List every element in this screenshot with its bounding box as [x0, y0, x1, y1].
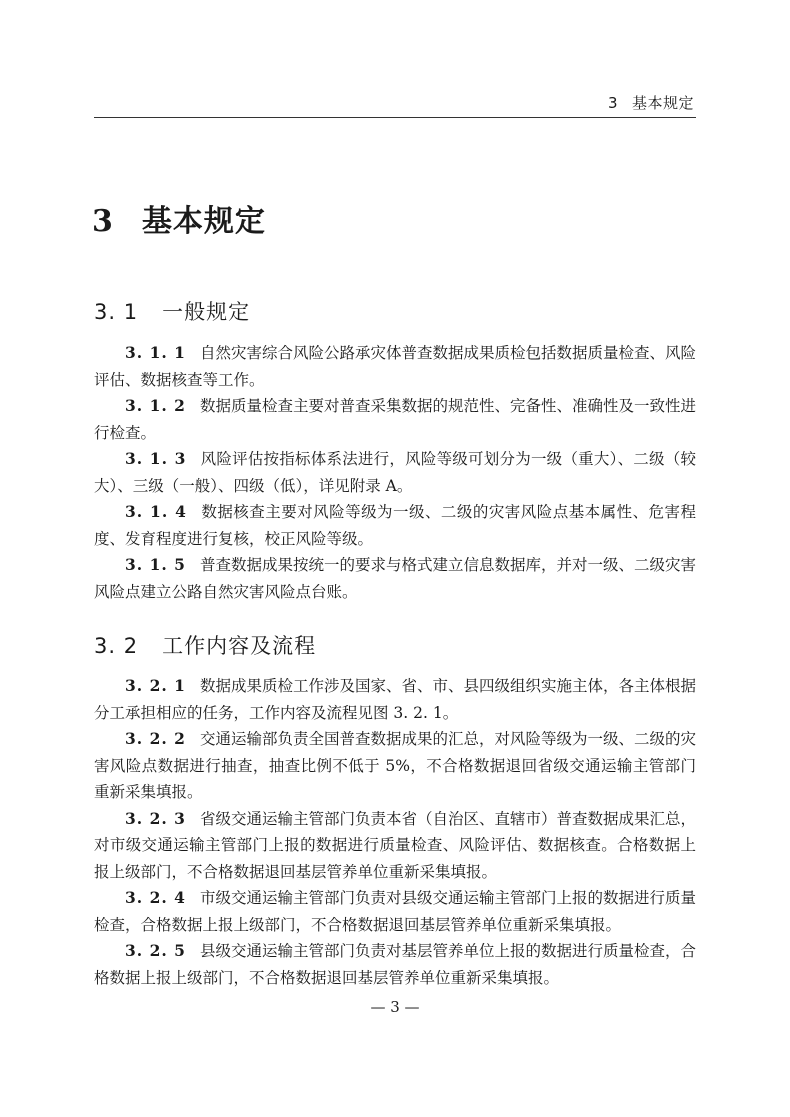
- section-body-3-1: [94, 340, 696, 605]
- clause-paragraph: [94, 938, 696, 991]
- chapter-title: [92, 196, 266, 240]
- clause-number: 3. 2. 5: [125, 941, 186, 960]
- clause-number: 3. 2. 3: [125, 808, 186, 828]
- running-header-chapter-number: 3: [607, 94, 618, 112]
- clause-text: 省级交通运输主管部门负责本省（自治区、直辖市）普查数据成果汇总，对市级交通运输主管部门上报的数据进行质量检查、风险评估、数据核查。合格数据上报上级部门，不合格数据退回基层管养单位重新采集填报。: [94, 809, 696, 881]
- clause-text: 县级交通运输主管部门负责对基层管养单位上报的数据进行质量检查，合格数据上报上级部门，不合格数据退回基层管养单位重新采集填报。: [94, 942, 696, 987]
- clause-number: 3. 1. 3: [125, 449, 187, 468]
- section-body-3-2: [94, 673, 696, 991]
- section-number: 3. 2: [94, 634, 139, 658]
- section-number: 3. 1: [94, 300, 139, 324]
- chapter-name: 基本规定: [141, 204, 266, 239]
- clause-number: 3. 2. 4: [125, 888, 186, 907]
- section-name: 一般规定: [162, 300, 251, 324]
- clause-number: 3. 2. 2: [125, 729, 186, 748]
- clause-paragraph: [94, 340, 696, 393]
- clause-paragraph: [94, 552, 696, 605]
- clause-paragraph: [94, 885, 696, 938]
- section-heading-3-1: [94, 296, 250, 326]
- section-heading-3-2: [94, 630, 316, 660]
- clause-number: 3. 1. 4: [125, 502, 187, 521]
- page-number: — 3 —: [370, 998, 420, 1016]
- clause-text: 普查数据成果按统一的要求与格式建立信息数据库，并对一级、二级灾害风险点建立公路自然灾害风险点台账。: [94, 556, 696, 601]
- clause-text: 市级交通运输主管部门负责对县级交通运输主管部门上报的数据进行质量检查，合格数据上报上级部门，不合格数据退回基层管养单位重新采集填报。: [94, 889, 696, 934]
- section-name: 工作内容及流程: [162, 634, 317, 658]
- clause-paragraph: [94, 726, 696, 806]
- clause-paragraph: [94, 446, 696, 499]
- clause-number: 3. 2. 1: [125, 676, 186, 695]
- clause-paragraph: [94, 393, 696, 446]
- running-header: [608, 92, 694, 113]
- clause-number: 3. 1. 2: [125, 396, 186, 415]
- header-rule: [94, 117, 696, 118]
- clause-number: 3. 1. 5: [125, 555, 186, 574]
- running-header-chapter-name: 基本规定: [631, 94, 694, 112]
- clause-text: 数据成果质检工作涉及国家、省、市、县四级组织实施主体，各主体根据分工承担相应的任务，工作内容及流程见图 3. 2. 1。: [94, 677, 696, 722]
- clause-text: 风险评估按指标体系法进行，风险等级可划分为一级（重大）、二级（较大）、三级（一般）、四级（低），详见附录 A。: [94, 450, 696, 495]
- clause-paragraph: [94, 806, 696, 886]
- clause-text: 数据核查主要对风险等级为一级、二级的灾害风险点基本属性、危害程度、发育程度进行复核，校正风险等级。: [94, 503, 696, 548]
- clause-paragraph: [94, 499, 696, 552]
- clause-text: 数据质量检查主要对普查采集数据的规范性、完备性、准确性及一致性进行检查。: [94, 397, 696, 442]
- chapter-number: 3: [92, 204, 114, 239]
- clause-paragraph: [94, 673, 696, 726]
- clause-text: 自然灾害综合风险公路承灾体普查数据成果质检包括数据质量检查、风险评估、数据核查等工作。: [94, 344, 696, 389]
- clause-number: 3. 1. 1: [125, 343, 186, 362]
- clause-text: 交通运输部负责全国普查数据成果的汇总，对风险等级为一级、二级的灾害风险点数据进行抽查，抽查比例不低于 5%，不合格数据退回省级交通运输主管部门重新采集填报。: [94, 730, 696, 801]
